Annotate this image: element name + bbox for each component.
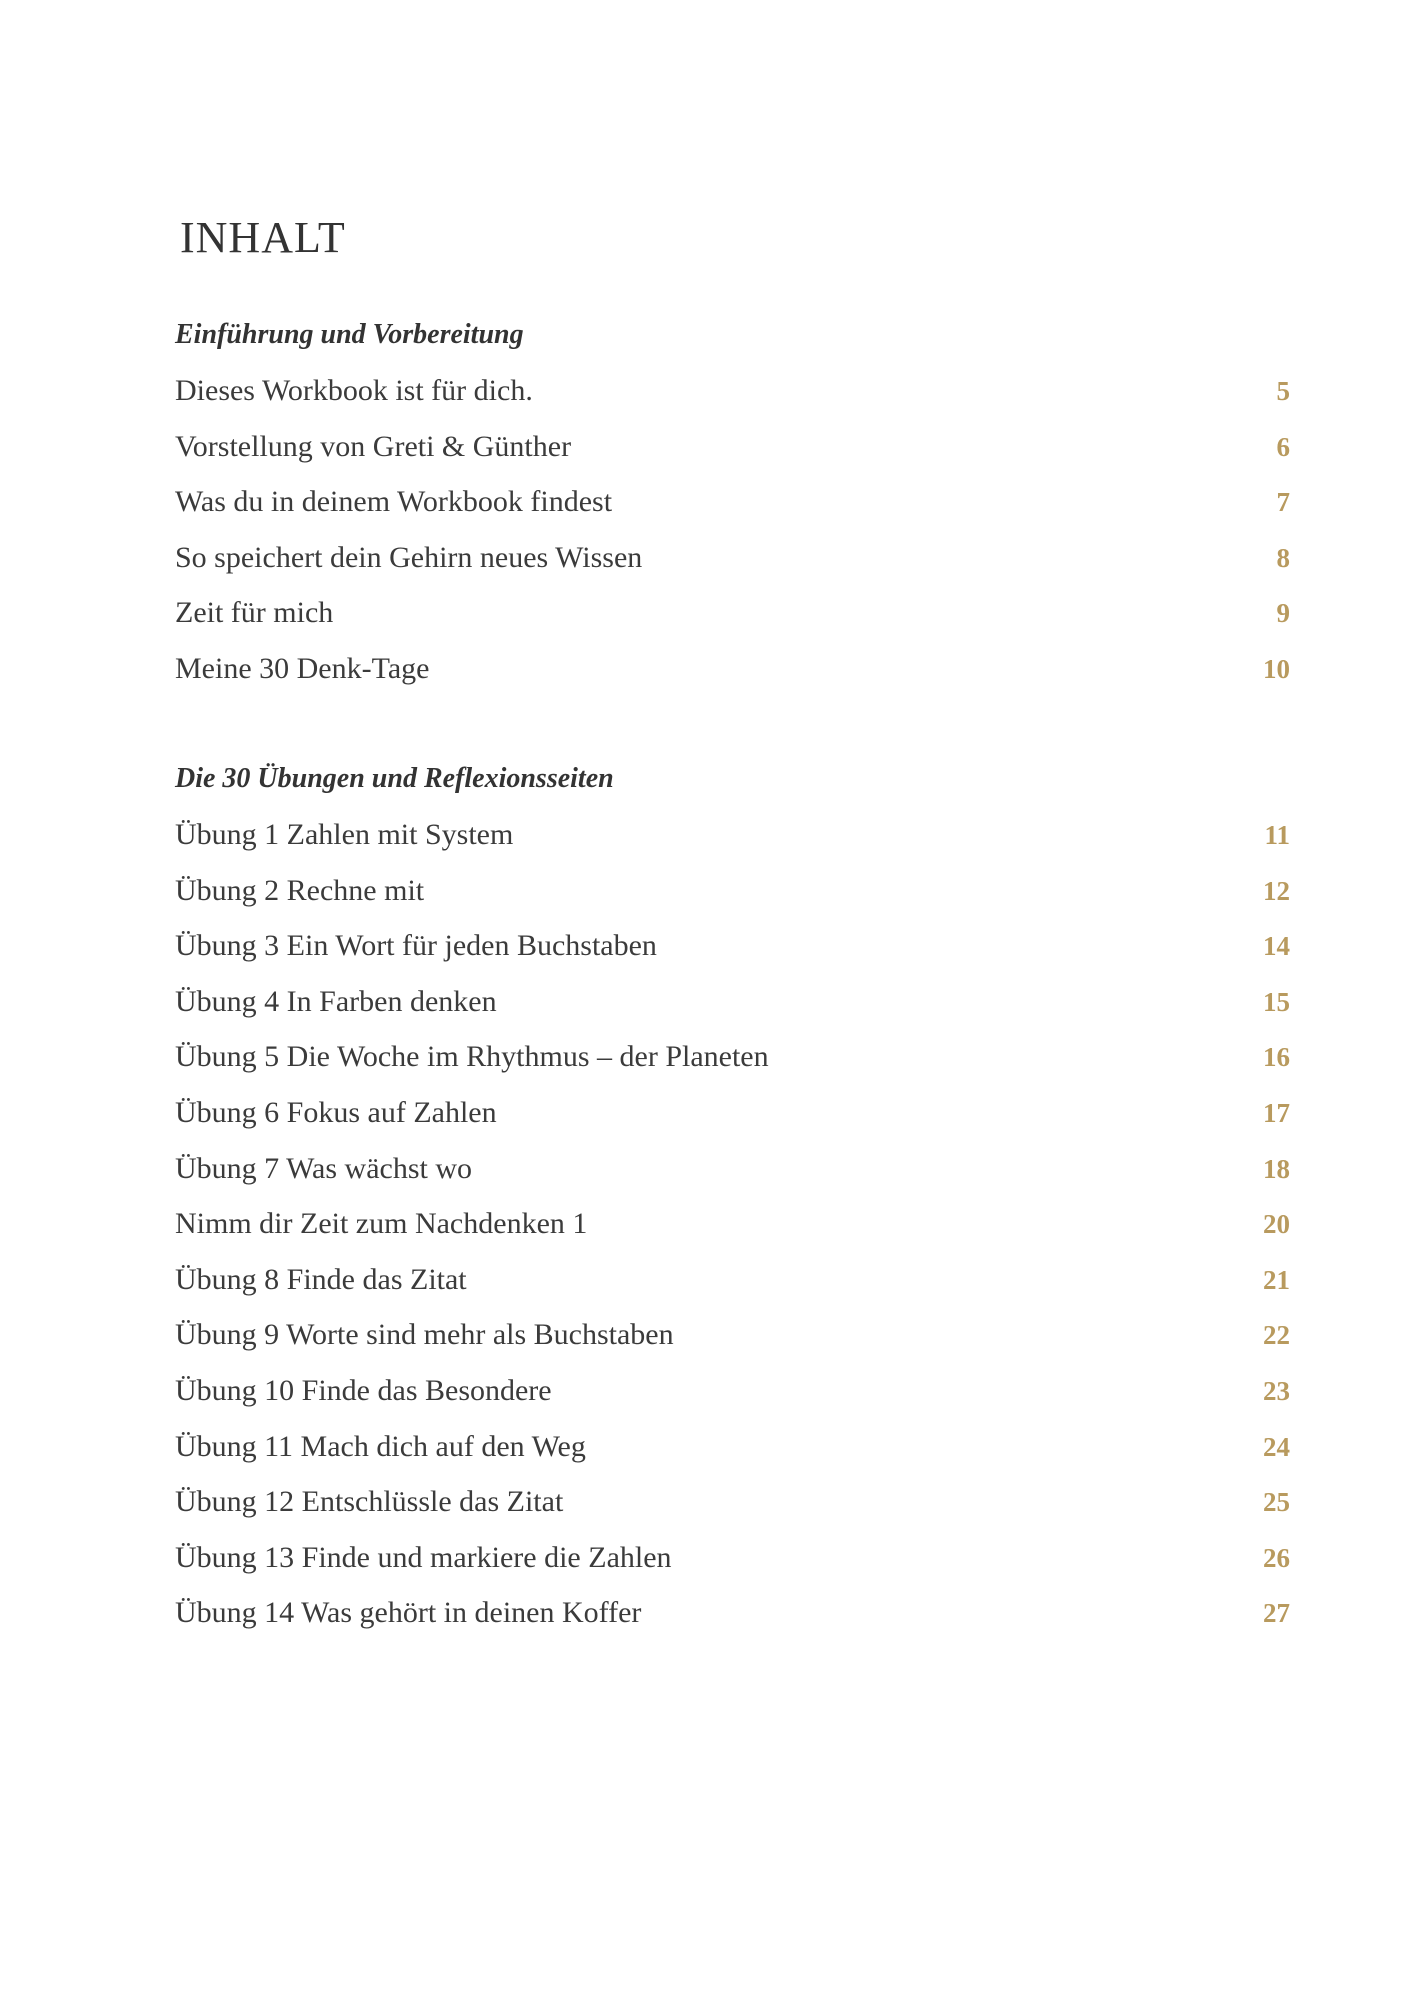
toc-entry-label: Übung 4 In Farben denken [175, 984, 497, 1018]
toc-entry-label: Dieses Workbook ist für dich. [175, 374, 533, 407]
toc-entry[interactable] [175, 869, 1290, 925]
toc-entry-page: 24 [1263, 1431, 1290, 1462]
toc-entry-label: Übung 13 Finde und markiere die Zahlen [175, 1540, 672, 1574]
toc-entry-label: Übung 7 Was wächst wo [175, 1151, 472, 1185]
toc-entry-page: 14 [1263, 931, 1290, 962]
toc-entry-page: 11 [1264, 820, 1290, 850]
toc-entry-label: Übung 8 Finde das Zitat [175, 1262, 467, 1296]
toc-entry-label: Übung 2 Rechne mit [175, 873, 425, 907]
toc-entry[interactable] [175, 425, 1290, 481]
toc-entry-page: 8 [1276, 542, 1290, 573]
toc-entry-page: 9 [1276, 598, 1290, 629]
toc-entry-label: Übung 3 Ein Wort für jeden Buchstaben [175, 929, 657, 963]
section-heading: Die 30 Übungen und Reflexionsseiten [175, 763, 614, 794]
toc-entry[interactable] [175, 1591, 1290, 1647]
toc-entry[interactable] [175, 924, 1290, 980]
toc-entry-label: Zeit für mich [175, 596, 334, 630]
toc-entry[interactable] [175, 1202, 1290, 1258]
toc-entry-label: Übung 6 Fokus auf Zahlen [175, 1095, 497, 1129]
toc-entry-page: 17 [1263, 1097, 1290, 1128]
toc-entry-label: Übung 14 Was gehört in deinen Koffer [175, 1596, 642, 1630]
toc-entry-label: Übung 1 Zahlen mit System [175, 818, 514, 851]
toc-entry[interactable] [175, 1369, 1290, 1425]
toc-entry[interactable] [175, 591, 1290, 647]
toc-entry-label: Übung 11 Mach dich auf den Weg [175, 1429, 586, 1463]
toc-entry[interactable] [175, 813, 1290, 869]
toc-entry[interactable] [175, 1258, 1290, 1314]
toc-entry-page: 15 [1263, 986, 1290, 1017]
toc-entry[interactable] [175, 1035, 1290, 1091]
toc-entry-label: Übung 12 Entschlüssle das Zitat [175, 1485, 564, 1519]
toc-entry-page: 16 [1263, 1042, 1290, 1073]
toc-entry-label: Übung 10 Finde das Besondere [175, 1373, 552, 1407]
toc-entry-page: 27 [1263, 1598, 1290, 1629]
toc-entry-page: 26 [1263, 1542, 1290, 1573]
toc-entry-page: 21 [1263, 1264, 1290, 1295]
toc-entry[interactable] [175, 480, 1290, 536]
toc-section-exercises [175, 757, 1290, 1647]
toc-entry-label: Was du in deinem Workbook findest [175, 485, 613, 519]
toc-entry-page: 10 [1263, 653, 1290, 684]
toc-entry-page: 22 [1263, 1320, 1290, 1351]
section-heading: Einführung und Vorbereitung [175, 319, 524, 350]
toc-entry[interactable] [175, 1091, 1290, 1147]
toc-entry[interactable] [175, 1147, 1290, 1203]
toc-entry[interactable] [175, 1313, 1290, 1369]
toc-entry-page: 5 [1276, 376, 1290, 406]
toc-entry-page: 7 [1276, 487, 1290, 518]
toc-entry[interactable] [175, 980, 1290, 1036]
toc-entry[interactable] [175, 369, 1290, 425]
toc-list [175, 369, 1290, 703]
toc-entry[interactable] [175, 1536, 1290, 1592]
toc-entry-page: 18 [1263, 1153, 1290, 1184]
toc-entry[interactable] [175, 1480, 1290, 1536]
toc-entry[interactable] [175, 1425, 1290, 1481]
toc-entry-label: Vorstellung von Greti & Günther [175, 429, 572, 463]
toc-entry-label: Nimm dir Zeit zum Nachdenken 1 [175, 1207, 588, 1241]
toc-entry[interactable] [175, 647, 1290, 703]
page-title: INHALT [180, 213, 346, 262]
toc-entry-label: Meine 30 Denk-Tage [175, 651, 430, 685]
toc-entry-page: 6 [1276, 431, 1290, 462]
toc-entry-page: 25 [1263, 1487, 1290, 1518]
toc-entry-label: Übung 5 Die Woche im Rhythmus – der Planeten [175, 1040, 769, 1074]
toc-entry-label: Übung 9 Worte sind mehr als Buchstaben [175, 1318, 674, 1352]
toc-entry-label: So speichert dein Gehirn neues Wissen [175, 540, 643, 574]
toc-entry-page: 23 [1263, 1375, 1290, 1406]
toc-entry-page: 20 [1263, 1209, 1290, 1240]
toc-entry-page: 12 [1263, 875, 1290, 906]
toc-list [175, 813, 1290, 1647]
toc-entry[interactable] [175, 536, 1290, 592]
toc-section-introduction [175, 313, 1290, 703]
